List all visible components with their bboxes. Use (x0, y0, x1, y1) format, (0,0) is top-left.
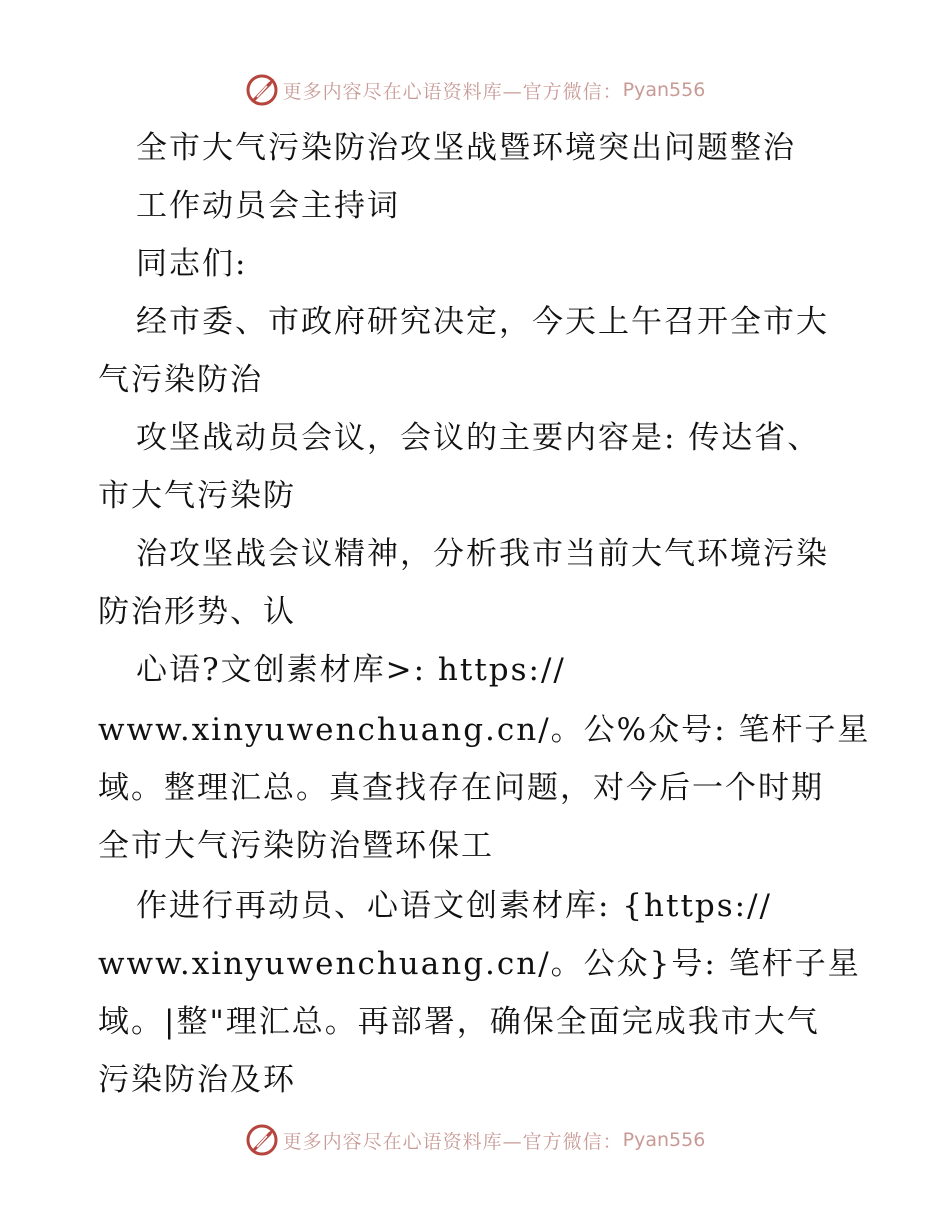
title-line: 全市大气污染防治攻坚战暨环境突出问题整治 (136, 130, 796, 166)
quill-logo-icon (245, 1123, 279, 1157)
paragraph-line: 心语?文创素材库>: https:// (136, 652, 566, 688)
banner-text: 更多内容尽在心语资料库—官方微信： (282, 80, 623, 103)
quill-logo-icon (245, 73, 279, 107)
paragraph-line: 气污染防治 (98, 362, 263, 398)
paragraph-line: 市大气污染防 (98, 478, 296, 514)
paragraph-line: 污染防治及环 (98, 1062, 296, 1098)
banner-wechat-id: Pyan556 (622, 1129, 706, 1151)
banner-wechat-id: Pyan556 (622, 79, 706, 101)
footer-banner (0, 1120, 950, 1160)
salutation: 同志们: (136, 246, 248, 282)
paragraph-line: www.xinyuwenchuang.cn/。公众}号: 笔杆子星 (98, 946, 861, 982)
paragraph-line: 防治形势、认 (98, 594, 296, 630)
paragraph-line: 经市委、市政府研究决定，今天上午召开全市大 (136, 304, 829, 340)
title-line: 工作动员会主持词 (136, 188, 400, 224)
header-banner (0, 70, 950, 110)
paragraph-line: 攻坚战动员会议，会议的主要内容是: 传达省、 (136, 420, 821, 456)
paragraph-line: 作进行再动员、心语文创素材库: {https:// (136, 888, 772, 924)
paragraph-line: www.xinyuwenchuang.cn/。公%众号: 笔杆子星 (98, 712, 871, 748)
paragraph-line: 域。|整"理汇总。再部署，确保全面完成我市大气 (98, 1004, 820, 1040)
paragraph-line: 域。整理汇总。真查找存在问题，对今后一个时期 (98, 770, 824, 806)
paragraph-line: 全市大气污染防治暨环保工 (98, 828, 494, 864)
banner-text: 更多内容尽在心语资料库—官方微信： (282, 1130, 623, 1153)
paragraph-line: 治攻坚战会议精神，分析我市当前大气环境污染 (136, 536, 829, 572)
